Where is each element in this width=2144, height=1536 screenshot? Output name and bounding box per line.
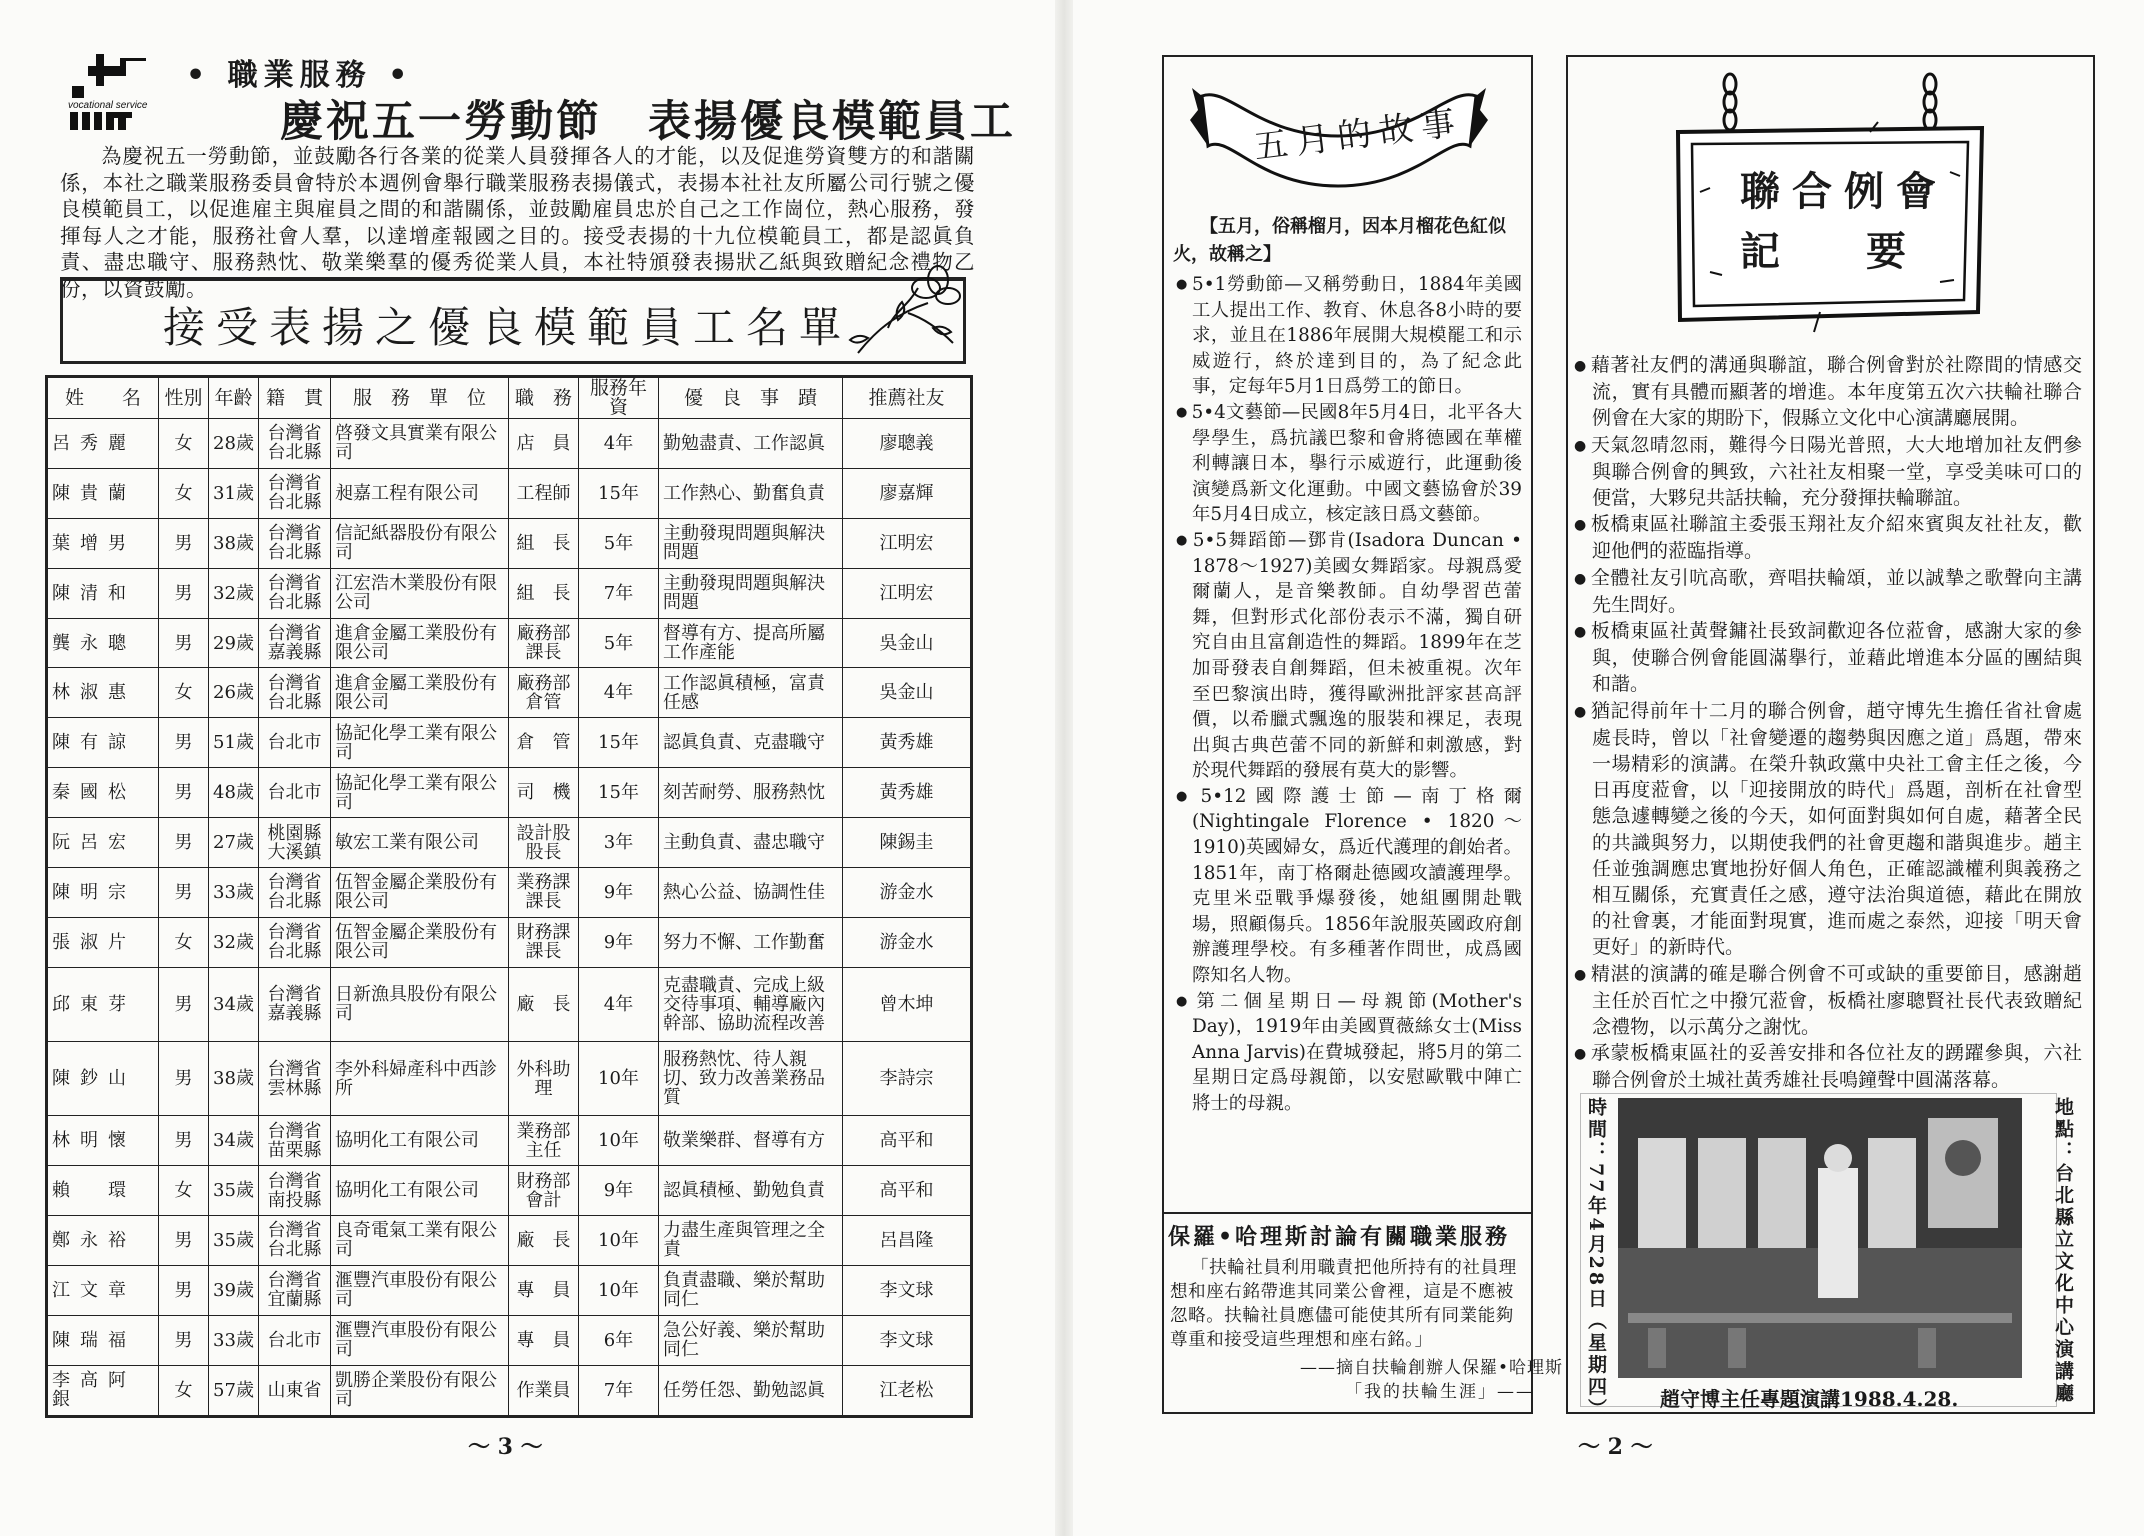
minutes-item: ● 承蒙板橋東區社的妥善安排和各位社友的踴躍參與，六社聯合例會於土城社黃秀雄社長鳴鐘聲中圓滿落幕。 [1572,1040,2082,1093]
story-intro: 【五月，俗稱榴月，因本月榴花色紅似火，故稱之】 [1173,216,1506,265]
cell-origin: 台灣省雲林縣 [259,1042,331,1116]
cell-age: 48歲 [209,768,259,818]
photo-place: 地點：台北縣立文化中心演講廳 [2052,1097,2074,1405]
cell-position: 司 機 [509,768,579,818]
cell-employer: 協明化工有限公司 [331,1116,509,1166]
cell-name: 賴 環 [47,1166,159,1216]
cell-deeds: 服務熱忱、待人親切、致力改善業務品質 [659,1042,843,1116]
quote-title: 保羅•哈理斯討論有關職業服務 [1168,1224,1511,1250]
cell-name: 陳鈔山 [47,1042,159,1116]
cell-deeds: 督導有方、提高所屬工作產能 [659,618,843,668]
table-row [47,468,972,518]
cell-name: 陳有諒 [47,718,159,768]
section-tag: • 職業服務 • [186,58,414,93]
cell-position: 組 長 [509,518,579,568]
cell-gender: 女 [159,668,209,718]
story-item-literature-day: ● 5•4文藝節—民國8年5月4日，北平各大學學生，爲抗議巴黎和會將德國在華權利轉讓日本，擧行示威遊行，此運動後演變爲新文化運動。中國文藝協會於39年5月4日成立，核定該日爲文藝節。 [1170,400,1522,528]
cell-recommender: 吳金山 [843,668,972,718]
cell-employer: 凱勝企業股份有限公司 [331,1365,509,1416]
table-row [47,419,972,469]
cell-name: 龔永聰 [47,618,159,668]
cell-age: 27歲 [209,818,259,868]
cell-employer: 日新漁具股份有限公司 [331,967,509,1041]
cell-age: 51歲 [209,718,259,768]
cell-years: 6年 [579,1315,659,1365]
cell-deeds: 負責盡職、樂於幫助同仁 [659,1265,843,1315]
cell-position: 店 員 [509,419,579,469]
minutes-item: ● 天氣忽晴忽雨，難得今日陽光普照，大大地增加社友們參與聯合例會的興致，六社社友相聚一堂，享受美味可口的便當，大夥兒共話扶輪，充分發揮扶輪聯誼。 [1572,432,2082,512]
cell-years: 10年 [579,1215,659,1265]
cell-gender: 男 [159,1315,209,1365]
header-years: 服務年資 [579,377,659,419]
cell-name: 陳明宗 [47,868,159,918]
speech-photo [1618,1098,2022,1378]
table-body [47,419,972,1417]
cell-deeds: 工作認眞積極，富責任感 [659,668,843,718]
cell-employer: 伍智金屬企業股份有限公司 [331,868,509,918]
cell-name: 江文章 [47,1265,159,1315]
cell-position: 組 長 [509,568,579,618]
cell-recommender: 黃秀雄 [843,718,972,768]
cell-gender: 男 [159,818,209,868]
page-number-right: ～ 2 ～ [1578,1434,1653,1460]
cell-employer: 進倉金屬工業股份有限公司 [331,618,509,668]
cell-age: 34歲 [209,1116,259,1166]
cell-deeds: 熱心公益、協調性佳 [659,868,843,918]
quote-source-line2: 「我的扶輪生涯」—— [1345,1382,1535,1402]
cell-years: 5年 [579,518,659,568]
table-row [47,1315,972,1365]
cell-recommender: 廖聰義 [843,419,972,469]
photo-time: 時間：77年4月28日（星期四） [1585,1097,1607,1421]
cell-gender: 女 [159,1166,209,1216]
cell-position: 業務部主任 [509,1116,579,1166]
cell-name: 陳貴蘭 [47,468,159,518]
cell-employer: 進倉金屬工業股份有限公司 [331,668,509,718]
cell-name: 林淑惠 [47,668,159,718]
cell-gender: 男 [159,868,209,918]
cell-origin: 台灣省南投縣 [259,1166,331,1216]
cell-origin: 台灣省台北縣 [259,1215,331,1265]
logo-text: vocational service [68,100,148,111]
minutes-item: ● 板橋東區社黃聲鏞社長致詞歡迎各位蒞會，感謝大家的參與，使聯合例會能圓滿擧行，並藉此增進本分區的團結與和諧。 [1572,618,2082,698]
cell-position: 廠務部倉管 [509,668,579,718]
cell-age: 32歲 [209,917,259,967]
cell-age: 35歲 [209,1215,259,1265]
cell-age: 28歲 [209,419,259,469]
cell-gender: 男 [159,518,209,568]
cell-position: 廠 長 [509,1215,579,1265]
cell-name: 林明懷 [47,1116,159,1166]
cell-deeds: 認眞負責、克盡職守 [659,718,843,768]
quote-source-line1: ——摘自扶輪創辦人保羅•哈理斯 [1300,1358,1564,1378]
story-item-dance-day: ● 5•5舞蹈節—鄧肯(Isadora Duncan • 1878～1927)美國女舞蹈家。母親爲愛爾蘭人，是音樂教師。自幼學習芭蕾舞，但對形式化部份表示不滿，獨自研究自由且富創造性的舞蹈。1899年在芝加哥發表自創舞蹈，但未被重視。次年至巴黎演出時，獲得歐洲批評家甚高評價，以希臘式飄逸的服裝和裸足，表現出與古典芭蕾不同的新鮮和刺激感，對於現代舞蹈的發展有莫大的影響。 [1170,528,1522,784]
cell-recommender: 江老松 [843,1365,972,1416]
page-number-left: ～ 3 ～ [468,1434,543,1460]
cell-origin: 台灣省台北縣 [259,668,331,718]
cell-gender: 女 [159,917,209,967]
cell-deeds: 認眞積極、勤勉負責 [659,1166,843,1216]
story-item-mothers-day: ● 第二個星期日—母親節(Mother's Day)，1919年由美國賈薇絲女士(Miss Anna Jarvis)在費城發起，將5月的第二星期日定爲母親節，以安慰歐戰中陣亡將士的母親。 [1170,989,1522,1117]
cell-origin: 山東省 [259,1365,331,1416]
cell-origin: 台北市 [259,768,331,818]
cell-position: 專 員 [509,1315,579,1365]
cell-name: 鄭永裕 [47,1215,159,1265]
cell-age: 57歲 [209,1365,259,1416]
cell-name: 張淑片 [47,917,159,967]
cell-years: 15年 [579,468,659,518]
cell-gender: 女 [159,468,209,518]
cell-years: 10年 [579,1042,659,1116]
cell-recommender: 高平和 [843,1116,972,1166]
cell-recommender: 游金水 [843,917,972,967]
table-row [47,868,972,918]
cell-name: 呂秀麗 [47,419,159,469]
cell-years: 5年 [579,618,659,668]
cell-years: 9年 [579,917,659,967]
table-row [47,1166,972,1216]
cell-recommender: 李文球 [843,1315,972,1365]
cell-years: 4年 [579,419,659,469]
cell-gender: 男 [159,718,209,768]
header-employer: 服 務 單 位 [331,377,509,419]
cell-origin: 台灣省台北縣 [259,419,331,469]
cell-years: 3年 [579,818,659,868]
cell-years: 15年 [579,718,659,768]
list-banner [60,277,966,364]
cell-employer: 李外科婦產科中西診所 [331,1042,509,1116]
cell-employer: 信記紙器股份有限公司 [331,518,509,568]
header-gender: 性別 [159,377,209,419]
cell-origin: 台灣省宜蘭縣 [259,1265,331,1315]
cell-deeds: 急公好義、樂於幫助同仁 [659,1315,843,1365]
story-list [1170,272,1522,1117]
cell-age: 34歲 [209,967,259,1041]
cell-position: 外科助理 [509,1042,579,1116]
header-name: 姓 名 [47,377,159,419]
table-row [47,1265,972,1315]
cell-gender: 男 [159,1116,209,1166]
cell-recommender: 高平和 [843,1166,972,1216]
cell-position: 專 員 [509,1265,579,1315]
cell-origin: 台灣省台北縣 [259,568,331,618]
cell-age: 39歲 [209,1265,259,1315]
cell-recommender: 呂昌隆 [843,1215,972,1265]
table-row [47,668,972,718]
cell-employer: 伍智金屬企業股份有限公司 [331,917,509,967]
cell-years: 10年 [579,1116,659,1166]
photo-caption: 趙守博主任專題演講1988.4.28. [1660,1387,1959,1411]
cell-origin: 台灣省台北縣 [259,868,331,918]
cell-origin: 台灣省苗栗縣 [259,1116,331,1166]
cell-deeds: 主動發現問題與解決問題 [659,568,843,618]
cell-recommender: 曾木坤 [843,967,972,1041]
cell-origin: 台灣省嘉義縣 [259,967,331,1041]
cell-employer: 協記化學工業有限公司 [331,768,509,818]
header-origin: 籍 貫 [259,377,331,419]
cell-gender: 男 [159,568,209,618]
cell-position: 倉 管 [509,718,579,768]
story-item-labor-day: ● 5•1勞動節—又稱勞動日，1884年美國工人提出工作、教育、休息各8小時的要求，並且在1886年展開大規模罷工和示威遊行，終於達到目的，為了紀念此事，定每年5月1日爲勞工的節日。 [1170,272,1522,400]
cell-deeds: 任勞任怨、勤勉認眞 [659,1365,843,1416]
cell-name: 陳清和 [47,568,159,618]
cell-gender: 男 [159,618,209,668]
table-row [47,917,972,967]
quote-body: 「扶輪社員利用職責把他所持有的社員理想和座右銘帶進其同業公會裡，這是不應被忽略。扶輪社員應儘可能使其所有同業能夠尊重和接受這些理想和座右銘。」 [1170,1258,1517,1350]
cell-gender: 男 [159,1215,209,1265]
header-deeds: 優 良 事 蹟 [659,377,843,419]
quote-divider [1162,1212,1533,1214]
table-row [47,967,972,1041]
header-age: 年齡 [209,377,259,419]
headline: 慶祝五一勞動節 表揚優良模範員工 [280,97,1016,147]
cell-age: 32歲 [209,568,259,618]
cell-position: 設計股股長 [509,818,579,868]
cell-recommender: 李文球 [843,1265,972,1315]
sign-title: 聯合例會 [1740,168,1948,215]
cell-recommender: 吳金山 [843,618,972,668]
banner-title: 接受表揚之優良模範員工名單 [163,303,853,352]
cell-gender: 男 [159,1042,209,1116]
cell-years: 7年 [579,1365,659,1416]
cell-name: 秦國松 [47,768,159,818]
cell-years: 9年 [579,1166,659,1216]
cell-gender: 女 [159,1365,209,1416]
table-header-row [47,377,972,419]
cell-years: 10年 [579,1265,659,1315]
cell-origin: 台灣省嘉義縣 [259,618,331,668]
story-badge-title: 五月的故事 [1251,102,1466,168]
cell-origin: 台灣省台北縣 [259,518,331,568]
cell-deeds: 主動發現問題與解決問題 [659,518,843,568]
cell-origin: 桃園縣大溪鎮 [259,818,331,868]
cell-deeds: 力盡生產與管理之全責 [659,1215,843,1265]
cell-age: 33歲 [209,868,259,918]
cell-name: 邱東芽 [47,967,159,1041]
cell-recommender: 江明宏 [843,518,972,568]
table-row [47,568,972,618]
flower-decoration-icon [838,258,968,358]
minutes-item: ● 精湛的演講的確是聯合例會不可或缺的重要節目，感謝趙主任於百忙之中撥冗蒞會，板橋社廖聰賢社長代表致贈紀念禮物，以示萬分之謝忱。 [1572,961,2082,1041]
cell-employer: 滙豐汽車股份有限公司 [331,1315,509,1365]
cell-gender: 男 [159,768,209,818]
cell-origin: 台北市 [259,1315,331,1365]
cell-age: 33歲 [209,1315,259,1365]
table-row [47,618,972,668]
cell-years: 15年 [579,768,659,818]
cell-origin: 台北市 [259,718,331,768]
header-position: 職 務 [509,377,579,419]
cell-gender: 女 [159,419,209,469]
header-recommender: 推薦社友 [843,377,972,419]
cell-name: 阮呂宏 [47,818,159,868]
cell-gender: 男 [159,1265,209,1315]
cell-name: 葉增男 [47,518,159,568]
table-row [47,768,972,818]
cell-name: 李高阿銀 [47,1365,159,1416]
cell-years: 9年 [579,868,659,918]
minutes-item: ● 全體社友引吭高歌，齊唱扶輪頌，並以誠摯之歌聲向主講先生問好。 [1572,565,2082,618]
cell-age: 29歲 [209,618,259,668]
cell-deeds: 克盡職責、完成上級交待事項、輔導廠內幹部、協助流程改善 [659,967,843,1041]
vocational-service-logo [68,52,178,130]
cell-employer: 昶嘉工程有限公司 [331,468,509,518]
cell-age: 38歲 [209,1042,259,1116]
cell-recommender: 游金水 [843,868,972,918]
cell-recommender: 陳錫圭 [843,818,972,868]
cell-years: 7年 [579,568,659,618]
cell-recommender: 黃秀雄 [843,768,972,818]
cell-position: 財務部會計 [509,1166,579,1216]
cell-origin: 台灣省台北縣 [259,917,331,967]
table-row [47,1365,972,1416]
cell-origin: 台灣省台北縣 [259,468,331,518]
cell-deeds: 努力不懈、工作勤奮 [659,917,843,967]
minutes-item: ● 板橋東區社聯誼主委張玉翔社友介紹來賓與友社社友，歡迎他們的蒞臨指導。 [1572,511,2082,564]
cell-deeds: 工作熱心、勤奮負責 [659,468,843,518]
cell-deeds: 主動負責、盡忠職守 [659,818,843,868]
cell-position: 廠務部課長 [509,618,579,668]
minutes-item: ● 猶記得前年十二月的聯合例會，趙守博先生擔任省社會處處長時，曾以「社會變遷的趨勢與因應之道」爲題，帶來一場精彩的演講。在榮升執政黨中央社工會主任之後，今日再度蒞會，以「迎接開放的時代」爲題，剖析在社會型態急遽轉變之後的今天，如何面對與如何自處，藉著全民的共識與努力，以期使我們的社會更趨和諧與進步。趙主任並強調應忠實地扮好個人角色，正確認識權利與義務之相互關係，充實責任之感，遵守法治與道德，藉此在開放的社會裏，才能面對現實，進而處之泰然，迎接「明天會更好」的新時代。 [1572,698,2082,961]
minutes-item: ● 藉著社友們的溝通與聯誼，聯合例會對於社際間的情感交流，實有具體而顯著的增進。本年度第五次六扶輪社聯合例會在大家的期盼下，假縣立文化中心演講廳展開。 [1572,352,2082,432]
cell-years: 4年 [579,668,659,718]
cell-position: 作業員 [509,1365,579,1416]
sign-subtitle: 記要 [1740,228,1992,275]
cell-deeds: 刻苦耐勞、服務熱忱 [659,768,843,818]
cell-gender: 男 [159,967,209,1041]
cell-name: 陳瑞福 [47,1315,159,1365]
honor-roll-table [45,375,973,1418]
story-item-nurses-day: ● 5•12國際護士節—南丁格爾(Nightingale Florence • 1820～1910)英國婦女，爲近代護理的創始者。1851年，南丁格爾赴德國攻讀護理學。克里米亞戰爭爆發後，她組團開赴戰場，照顧傷兵。1856年說服英國政府創辦護理學校。有多種著作問世，成爲國際知名人物。 [1170,784,1522,989]
table-row [47,818,972,868]
minutes-list [1572,352,2082,1094]
cell-years: 4年 [579,967,659,1041]
cell-age: 35歲 [209,1166,259,1216]
table-row [47,1215,972,1265]
cell-recommender: 江明宏 [843,568,972,618]
table-row [47,718,972,768]
cell-employer: 江宏浩木業股份有限公司 [331,568,509,618]
cell-employer: 滙豐汽車股份有限公司 [331,1265,509,1315]
cell-recommender: 廖嘉輝 [843,468,972,518]
cell-age: 31歲 [209,468,259,518]
cell-deeds: 敬業樂群、督導有方 [659,1116,843,1166]
cell-recommender: 李詩宗 [843,1042,972,1116]
cell-employer: 敏宏工業有限公司 [331,818,509,868]
cell-employer: 協明化工有限公司 [331,1166,509,1216]
cell-employer: 啓發文具實業有限公司 [331,419,509,469]
table-row [47,1116,972,1166]
cell-deeds: 勤勉盡責、工作認眞 [659,419,843,469]
cell-age: 38歲 [209,518,259,568]
page-fold [1055,0,1073,1536]
cell-position: 工程師 [509,468,579,518]
intro-paragraph: 為慶祝五一勞動節，並鼓勵各行各業的從業人員發揮各人的才能，以及促進勞資雙方的和諧關係，本社之職業服務委員會特於本週例會舉行職業服務表揚儀式，表揚本社社友所屬公司行號之優良模範員工，以促進雇主與雇員之間的和諧關係，並鼓勵雇員忠於自己之工作崗位，熱心服務，發揮每人之才能，服務社會人羣，以達增產報國之目的。接受表揚的十九位模範員工，都是認眞負責、盡忠職守、服務熱忱、敬業樂羣的優秀從業人員，本社特頒發表揚狀乙紙與致贈紀念禮物乙份，以資鼓勵。 [60,144,975,301]
cell-employer: 良奇電氣工業有限公司 [331,1215,509,1265]
cell-age: 26歲 [209,668,259,718]
cell-position: 財務課課長 [509,917,579,967]
table-row [47,1042,972,1116]
cell-employer: 協記化學工業有限公司 [331,718,509,768]
cell-position: 業務課課長 [509,868,579,918]
table-row [47,518,972,568]
cell-position: 廠 長 [509,967,579,1041]
